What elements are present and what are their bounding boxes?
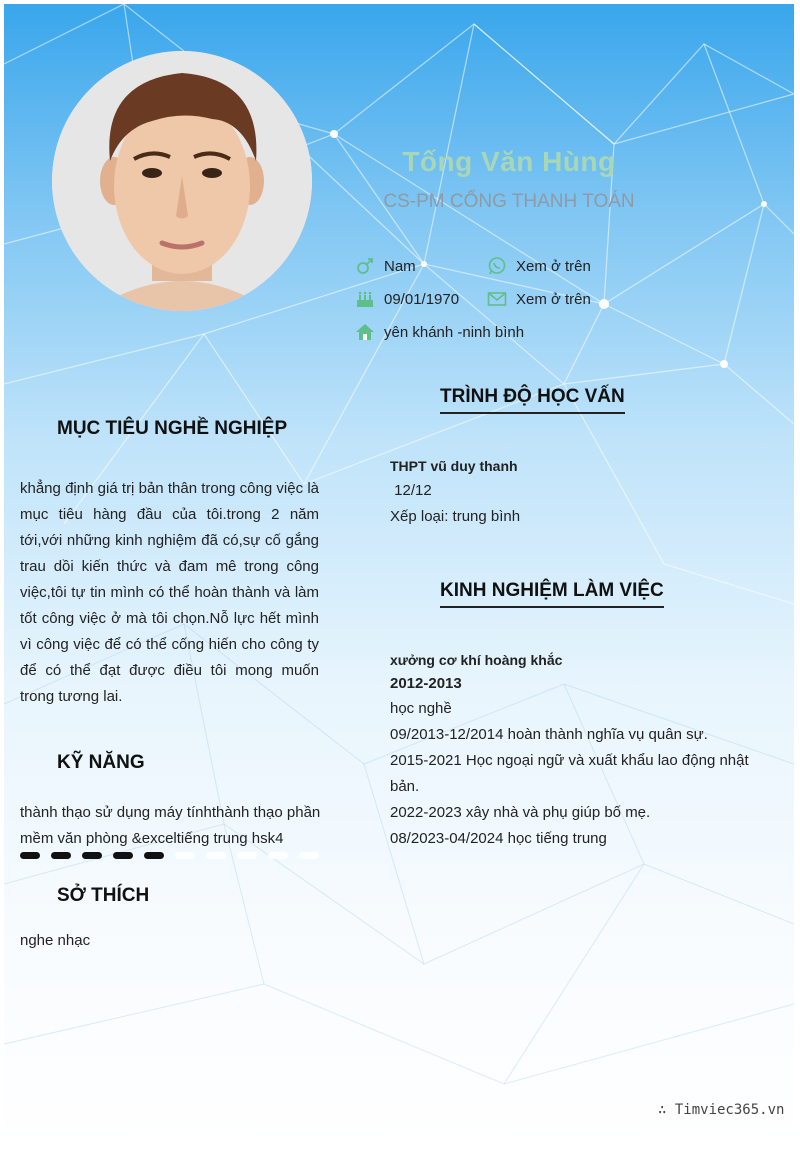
career-objective-heading: MỤC TIÊU NGHỀ NGHIỆP: [57, 418, 288, 439]
skill-dash-empty: [175, 852, 195, 859]
phone-value[interactable]: Xem ở trên: [516, 257, 591, 275]
experience-line: 08/2023-04/2024 học tiếng trung: [390, 830, 607, 847]
education-grade: 12/12: [390, 482, 432, 499]
skill-dash-filled: [51, 852, 71, 859]
gender-value: Nam: [384, 257, 416, 275]
experience-line: 2015-2021 Học ngoại ngữ và xuất khẩu lao động nhật bản.: [390, 752, 749, 795]
whatsapp-icon: [486, 256, 508, 276]
skill-dash-empty: [299, 852, 319, 859]
watermark: ∴ Timviec365.vn: [658, 1102, 785, 1118]
experience-line: học nghề: [390, 700, 452, 717]
gender-row: [354, 256, 416, 276]
cv-page: [4, 4, 794, 1147]
hobbies-heading: SỞ THÍCH: [57, 885, 150, 906]
candidate-name: Tống Văn Hùng: [402, 146, 616, 177]
skills-heading: KỸ NĂNG: [57, 752, 145, 773]
phone-row: [486, 256, 591, 276]
experience-line: 09/2013-12/2014 hoàn thành nghĩa vụ quân sự.: [390, 726, 708, 743]
gender-icon: [354, 256, 376, 276]
avatar: [52, 51, 312, 311]
email-row: [486, 289, 591, 309]
education-school: THPT vũ duy thanh: [390, 458, 518, 474]
skill-dash-filled: [144, 852, 164, 859]
birthday-row: [354, 289, 459, 309]
email-value[interactable]: Xem ở trên: [516, 290, 591, 308]
skill-dash-empty: [206, 852, 226, 859]
birthday-cake-icon: [354, 289, 376, 309]
envelope-icon: [486, 289, 508, 309]
birthday-value: 09/01/1970: [384, 290, 460, 308]
home-icon: [354, 322, 376, 342]
skill-dash-empty: [268, 852, 288, 859]
career-objective-text: khẳng định giá trị bản thân trong công việc là mục tiêu hàng đầu của tôi.trong 2 năm tới,với những kinh nghiệm đã có,sự cố gắng trau dồi kiến thức và đam mê trong công việc,tôi tự tin mình có thể hoàn thành và làm tốt công việc ở mà tôi chọn.Nỗ lực hết mình vì công việc để có thể cống hiến cho công ty để có thể đạt được điều tôi mong muốn trong tương lai.: [20, 480, 319, 705]
skills-text: thành thạo sử dụng máy tínhthành thạo phần mềm văn phòng &exceltiếng trung hsk4: [20, 804, 321, 847]
job-title: CS-PM CỔNG THANH TOÁN: [383, 191, 635, 212]
experience-heading: KINH NGHIỆM LÀM VIỆC: [440, 580, 664, 608]
experience-years: 2012-2013: [390, 675, 462, 692]
experience-company: xưởng cơ khí hoàng khắc: [390, 652, 563, 668]
skill-dash-empty: [237, 852, 257, 859]
address-value: yên khánh -ninh bình: [384, 323, 525, 341]
hobbies-text: nghe nhạc: [20, 932, 91, 949]
skill-dash-filled: [113, 852, 133, 859]
address-row: [354, 322, 524, 342]
education-heading: TRÌNH ĐỘ HỌC VẤN: [440, 386, 625, 414]
experience-line: 2022-2023 xây nhà và phụ giúp bố mẹ.: [390, 804, 651, 821]
experience-list: [390, 696, 760, 852]
avatar-photo: [52, 51, 312, 311]
skill-dash-filled: [82, 852, 102, 859]
skill-dash-filled: [20, 852, 40, 859]
skill-level-bar: [20, 852, 320, 860]
education-rank: Xếp loại: trung bình: [390, 508, 521, 525]
